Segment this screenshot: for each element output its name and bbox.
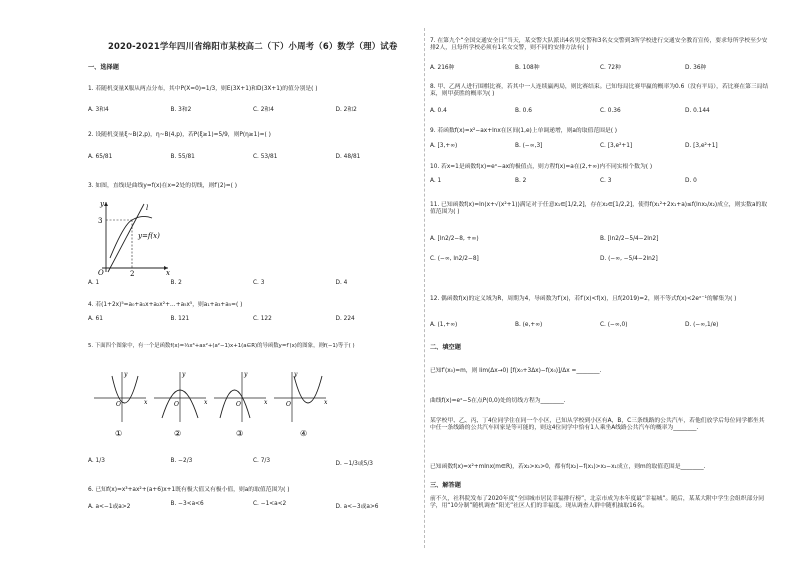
question-9: 9. 若函数f(x)=x²−ax+lnx在区间(1,e)上单调递增，则a的取值范围是( ) (430, 128, 618, 134)
question-5: 5. 下面四个图象中，有一个是函数f(x)=⅓x³+ax²+(a²−1)x+1(a∈R)的导函数y=f′(x)的图象，则f(−1)等于( ) (88, 343, 355, 349)
option-d[interactable]: D. a<−3或a>6 (335, 504, 379, 510)
options-12 (430, 322, 770, 328)
svg-text:x: x (204, 399, 208, 406)
option-a[interactable]: A. 1 (430, 178, 442, 184)
options-3 (88, 280, 418, 286)
option-d[interactable]: D. 2和2 (335, 107, 357, 113)
question-14: 曲线f(x)=eˣ−5在点P(0,0)处的切线方程为________. (430, 398, 566, 404)
option-d[interactable]: D. −1/3或5/3 (335, 461, 373, 467)
option-a[interactable]: A. 1 (88, 280, 100, 286)
options-7 (430, 62, 770, 71)
question-15: 某学校甲、乙、丙、丁4位同学住在同一个小区，已知从学校到小区有A，B，C三条线路的公共汽车，若他们放学后每位同学都坐其中任一条线路的公共汽车回家是等可能的，则这4位同学中恰有1人乘坐A线路公共汽车的概率为________. (430, 418, 765, 432)
derivative-graphs (92, 368, 332, 440)
option-a[interactable]: A. 1/3 (88, 458, 105, 464)
graph-label: ② (174, 429, 182, 438)
tick-x-2: 2 (130, 270, 135, 276)
svg-text:O: O (236, 401, 241, 408)
options-4 (88, 316, 418, 322)
option-d[interactable]: D. 48/81 (335, 154, 361, 160)
question-17: 前不久，社科院发布了2020年度“全国城市居民幸福排行榜”，北京市成为本年度最“幸福城”。随后，某某大附中学生会组织部分同学，用“10分制”随机调查“阳光”社区人们的幸福度。现从调查人群中随机抽取16名。 (430, 496, 765, 510)
left-column (88, 0, 418, 562)
options-10 (430, 178, 770, 184)
option-d[interactable]: D. 224 (335, 316, 355, 322)
curve-label: y=f(x) (138, 232, 160, 240)
question-10: 10. 若x=1是函数f(x)=eˣ−ax的极值点，则方程f(x)=a在(2,+∞)内不同实根个数为( ) (430, 164, 653, 170)
option-c[interactable]: C. −1<a<2 (253, 501, 287, 507)
option-b[interactable]: B. (−∞,3] (515, 143, 543, 149)
graph-4[interactable] (274, 371, 328, 438)
option-c[interactable]: C. 3 (600, 178, 612, 184)
option-b[interactable]: B. 2 (170, 280, 182, 286)
question-8: 8. 甲、乙两人进行围棋比赛，若其中一人连续赢两局，则比赛结束。已知每局比赛甲赢的概率为0.6（没有平局），若比赛在第三局结束，则甲获胜的概率为( ) (430, 84, 769, 98)
graph-label: ① (115, 429, 123, 438)
option-c[interactable]: C. (−∞,0) (600, 322, 628, 328)
option-a[interactable]: A. [3,+∞) (430, 143, 458, 149)
question-6: 6. 已知f(x)=x³+ax²+(a+6)x+1既有极大值又有极小值，则a的取值范围为( ) (88, 487, 290, 493)
option-b[interactable]: B. 55/81 (170, 154, 195, 160)
svg-text:y: y (124, 371, 128, 378)
section-fill: 二、填空题 (430, 344, 461, 351)
option-d[interactable]: D. (−∞,1/e) (685, 322, 719, 328)
parabola (294, 376, 322, 403)
options-11 (430, 236, 770, 262)
svg-text:y: y (182, 371, 186, 378)
option-c[interactable]: C. 3 (253, 280, 265, 286)
question-2: 2. 设随机变量ξ~B(2,p)，η~B(4,p)，若P(ξ≥1)=5/9，则P(η≥1)=( ) (88, 132, 271, 138)
question-11: 11. 已知函数f(x)=ln(x+√(x²+1))满足对于任意x₁∈[1/2,2]，存在x₂∈[1/2,2]，使得f(x₁²+2x₁+a)≤f(lnx₂/x₂)成立，则实数a的取值范围为( ) (430, 202, 768, 216)
svg-text:O: O (286, 401, 291, 408)
svg-text:O: O (174, 401, 179, 408)
option-a[interactable]: A. 61 (88, 316, 103, 322)
y-axis-label: y (100, 200, 104, 208)
svg-text:x: x (324, 399, 328, 406)
option-c[interactable]: C. (−∞, ln2/2−8] (430, 256, 479, 262)
option-a[interactable]: A. 0.4 (430, 108, 447, 114)
option-b[interactable]: B. [ln2/2−5/4−2ln2] (600, 236, 659, 242)
question-7: 7. 在第九个“全国交通安全日”当天，某交警大队派出4名男交警和3名女交警到3所学校进行交通安全教育宣传，要求每所学校至少安排2人，且每所学校必须有1名女交警，则不同的安排方法有( ) (430, 38, 768, 52)
option-c[interactable]: C. 53/81 (253, 154, 278, 160)
option-b[interactable]: B. 2 (515, 178, 527, 184)
svg-text:O: O (116, 401, 121, 408)
option-c[interactable]: C. [3,e²+1] (600, 143, 633, 149)
graph-3[interactable] (214, 371, 268, 438)
y-axis-arrow (104, 202, 108, 206)
svg-text:y: y (294, 371, 298, 378)
svg-text:x: x (264, 399, 268, 406)
option-d[interactable]: D. (−∞, −5/4−2ln2] (600, 256, 658, 262)
options-5 (88, 458, 418, 467)
section-choice: 一、选择题 (88, 64, 119, 71)
option-d[interactable]: D. 4 (335, 280, 348, 286)
option-c[interactable]: C. 0.36 (600, 108, 621, 114)
graph-1[interactable] (94, 371, 148, 438)
option-b[interactable]: B. (e,+∞) (515, 322, 543, 328)
option-c[interactable]: C. 7/3 (253, 458, 271, 464)
option-c[interactable]: C. 122 (253, 316, 272, 322)
option-b[interactable]: B. 3和2 (170, 107, 192, 113)
option-b[interactable]: B. −2/3 (170, 458, 193, 464)
option-a[interactable]: A. 216种 (430, 65, 455, 71)
options-6 (88, 501, 418, 510)
origin-label: O (98, 269, 104, 276)
option-d[interactable]: D. [3,e²+1] (685, 143, 718, 149)
option-a[interactable]: A. 65/81 (88, 154, 113, 160)
svg-text:y: y (244, 371, 248, 378)
options-1 (88, 104, 418, 113)
graph-label: ④ (300, 429, 308, 438)
option-a[interactable]: A. a<−1或a>2 (88, 504, 131, 510)
options-9 (430, 143, 770, 149)
column-divider (424, 28, 425, 548)
option-d[interactable]: D. 36种 (685, 65, 707, 71)
tangent-figure (92, 196, 172, 276)
option-d[interactable]: D. 0 (685, 178, 697, 184)
options-8 (430, 108, 770, 114)
svg-text:x: x (144, 399, 148, 406)
question-4: 4. 若(1+2x)⁵=a₀+a₁x+a₂x²+…+a₅x⁵，则a₁+a₃+a₅=( ) (88, 302, 243, 308)
question-1: 1. 若随机变量X服从两点分布，其中P(X=0)=1/3，则E(3X+1)和D(3X+1)的值分别是( ) (88, 86, 318, 92)
section-answer: 三、解答题 (430, 482, 461, 489)
option-b[interactable]: B. 108种 (515, 65, 540, 71)
option-b[interactable]: B. 0.6 (515, 108, 532, 114)
parabola (220, 390, 250, 418)
line-label-l: l (146, 204, 149, 212)
option-b[interactable]: B. 121 (170, 316, 190, 322)
option-c[interactable]: C. 2和4 (253, 107, 274, 113)
x-axis-label: x (166, 269, 170, 276)
tick-y-3: 3 (98, 217, 103, 225)
option-a[interactable]: A. 3和4 (88, 107, 109, 113)
option-b[interactable]: B. −3<a<6 (170, 501, 204, 507)
question-13: 已知f′(x₀)=m，则 lim(Δx→0) [f(x₀+3Δx)−f(x₀)]/Δx =________. (430, 368, 602, 374)
parabola (112, 376, 138, 403)
question-3: 3. 如图，直线l是曲线y=f(x)在x=2处的切线，则f′(2)=( ) (88, 183, 237, 189)
option-a[interactable]: A. [ln2/2−8, +∞) (430, 236, 479, 242)
option-c[interactable]: C. 72种 (600, 65, 621, 71)
question-12: 12. 偶函数f(x)的定义域为R，周期为4，导函数为f′(x)，若f′(x)<f(x)，且f(2019)=2，则不等式f(x)<2eˣ⁻¹的解集为( ) (430, 296, 737, 302)
right-column (430, 0, 770, 562)
options-2 (88, 154, 418, 160)
question-16: 已知函数f(x)=x²+mlnx(m∈R)，若x₂>x₁>0，都有f(x₂)−f(x₁)>x₂−x₁成立，则m的取值范围是________. (430, 464, 706, 470)
graph-2[interactable] (154, 371, 208, 438)
exam-title: 2020-2021学年四川省绵阳市某校高二（下）小周考（6）数学（理）试卷 (108, 41, 398, 51)
option-a[interactable]: A. (1,+∞) (430, 322, 458, 328)
option-d[interactable]: D. 0.144 (685, 108, 710, 114)
graph-label: ③ (236, 429, 244, 438)
